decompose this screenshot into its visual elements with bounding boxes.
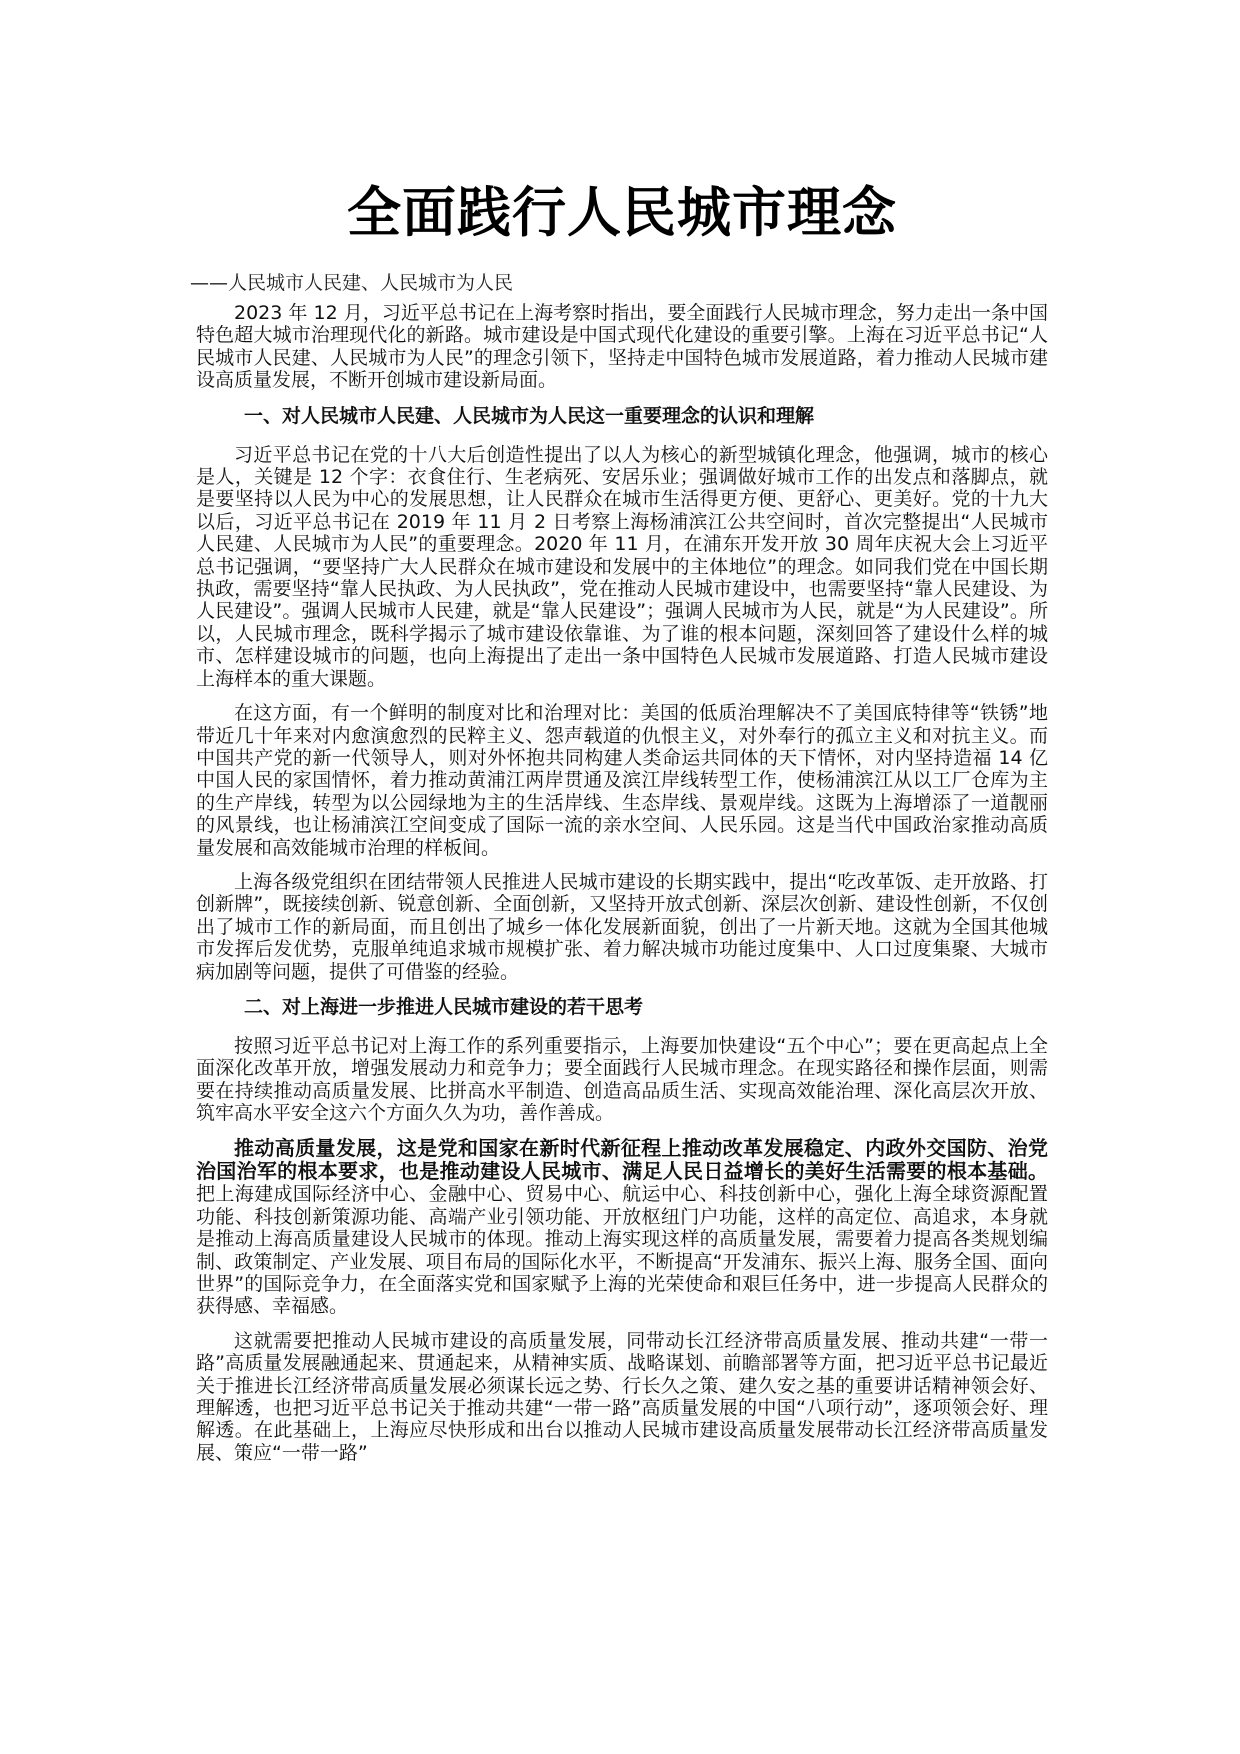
- section-1-paragraph: 上海各级党组织在团结带领人民推进人民城市建设的长期实践中，提出“吃改革饭、走开放路、打创新牌”，既接续创新、锐意创新、全面创新，又坚持开放式创新、深层次创新、建设性创新，不仅创出了城市工作的新局面，而且创出了城乡一体化发展新面貌，创出了一片新天地。这就为全国其他城市发挥后发优势，克服单纯追求城市规模扩张、着力解决城市功能过度集中、人口过度集聚、大城市病加剧等问题，提供了可借鉴的经验。: [196, 870, 1048, 983]
- section-2-paragraph: 按照习近平总书记对上海工作的系列重要指示，上海要加快建设“五个中心”；要在更高起点上全面深化改革开放，增强发展动力和竞争力；要全面践行人民城市理念。在现实路径和操作层面，则需要在持续推动高质量发展、比拼高水平制造、创造高品质生活、实现高效能治理、深化高层次开放、筑牢高水平安全这六个方面久久为功，善作善成。: [196, 1034, 1048, 1125]
- section-1-paragraph: 习近平总书记在党的十八大后创造性提出了以人为核心的新型城镇化理念，他强调，城市的核心是人，关键是 12 个字：衣食住行、生老病死、安居乐业；强调做好城市工作的出发点和落脚点，就是要坚持以人民为中心的发展思想，让人民群众在城市生活得更方便、更舒心、更美好。党的十九大以后，习近平总书记在 2019 年 11 月 2 日考察上海杨浦滨江公共空间时，首次完整提出“人民城市人民建、人民城市为人民”的重要理念。2020 年 11 月，在浦东开发开放 30 周年庆祝大会上习近平总书记强调，“要坚持广大人民群众在城市建设和发展中的主体地位”的理念。如同我们党在中国长期执政，需要坚持“靠人民执政、为人民执政”，党在推动人民城市建设中，也需要坚持“靠人民建设、为人民建设”。强调人民城市人民建，就是“靠人民建设”；强调人民城市为人民，就是“为人民建设”。所以，人民城市理念，既科学揭示了城市建设依靠谁、为了谁的根本问题，深刻回答了建设什么样的城市、怎样建设城市的问题，也向上海提出了走出一条中国特色人民城市发展道路、打造人民城市建设上海样本的重大课题。: [196, 443, 1048, 690]
- document-subtitle: ——人民城市人民建、人民城市为人民: [190, 272, 514, 294]
- section-2-lead-paragraph: [196, 1137, 1048, 1318]
- section-2-heading: 二、对上海进一步推进人民城市建设的若干思考: [244, 995, 644, 1018]
- document-page: [190, 180, 1048, 1476]
- lead-sentence: 推动高质量发展，这是党和国家在新时代新征程上推动改革发展稳定、内政外交国防、治党治国治军的根本要求，也是推动建设人民城市、满足人民日益增长的美好生活需要的根本基础。: [196, 1135, 1048, 1183]
- lead-paragraph-body: 把上海建成国际经济中心、金融中心、贸易中心、航运中心、科技创新中心，强化上海全球资源配置功能、科技创新策源功能、高端产业引领功能、开放枢纽门户功能，这样的高定位、高追求，本身就是推动上海高质量建设人民城市的体现。推动上海实现这样的高质量发展，需要着力提高各类规划编制、政策制定、产业发展、项目布局的国际化水平，不断提高“开发浦东、振兴上海、服务全国、面向世界”的国际竞争力，在全面落实党和国家赋予上海的光荣使命和艰巨任务中，进一步提高人民群众的获得感、幸福感。: [196, 1183, 1048, 1318]
- section-2-paragraph: 这就需要把推动人民城市建设的高质量发展，同带动长江经济带高质量发展、推动共建“一带一路”高质量发展融通起来、贯通起来，从精神实质、战略谋划、前瞻部署等方面，把习近平总书记最近关于推进长江经济带高质量发展必须谋长远之势、行长久之策、建久安之基的重要讲话精神领会好、理解透，也把习近平总书记关于推动共建“一带一路”高质量发展的中国“八项行动”，逐项领会好、理解透。在此基础上，上海应尽快形成和出台以推动人民城市建设高质量发展带动长江经济带高质量发展、策应“一带一路”: [196, 1329, 1048, 1464]
- section-1-heading: 一、对人民城市人民建、人民城市为人民这一重要理念的认识和理解: [244, 404, 815, 427]
- document-title: 全面践行人民城市理念: [347, 181, 897, 244]
- intro-paragraph: 2023 年 12 月，习近平总书记在上海考察时指出，要全面践行人民城市理念，努力走出一条中国特色超大城市治理现代化的新路。城市建设是中国式现代化建设的重要引擎。上海在习近平总书记“人民城市人民建、人民城市为人民”的理念引领下，坚持走中国特色城市发展道路，着力推动人民城市建设高质量发展，不断开创城市建设新局面。: [196, 302, 1048, 392]
- section-1-paragraph: 在这方面，有一个鲜明的制度对比和治理对比：美国的低质治理解决不了美国底特律等“铁锈”地带近几十年来对内愈演愈烈的民粹主义、怨声载道的仇恨主义，对外奉行的孤立主义和对抗主义。而中国共产党的新一代领导人，则对外怀抱共同构建人类命运共同体的天下情怀，对内坚持造福 14 亿中国人民的家国情怀，着力推动黄浦江两岸贯通及滨江岸线转型工作，使杨浦滨江从以工厂仓库为主的生产岸线，转型为以公园绿地为主的生活岸线、生态岸线、景观岸线。这既为上海增添了一道靓丽的风景线，也让杨浦滨江空间变成了国际一流的亲水空间、人民乐园。这是当代中国政治家推动高质量发展和高效能城市治理的样板间。: [196, 702, 1048, 859]
